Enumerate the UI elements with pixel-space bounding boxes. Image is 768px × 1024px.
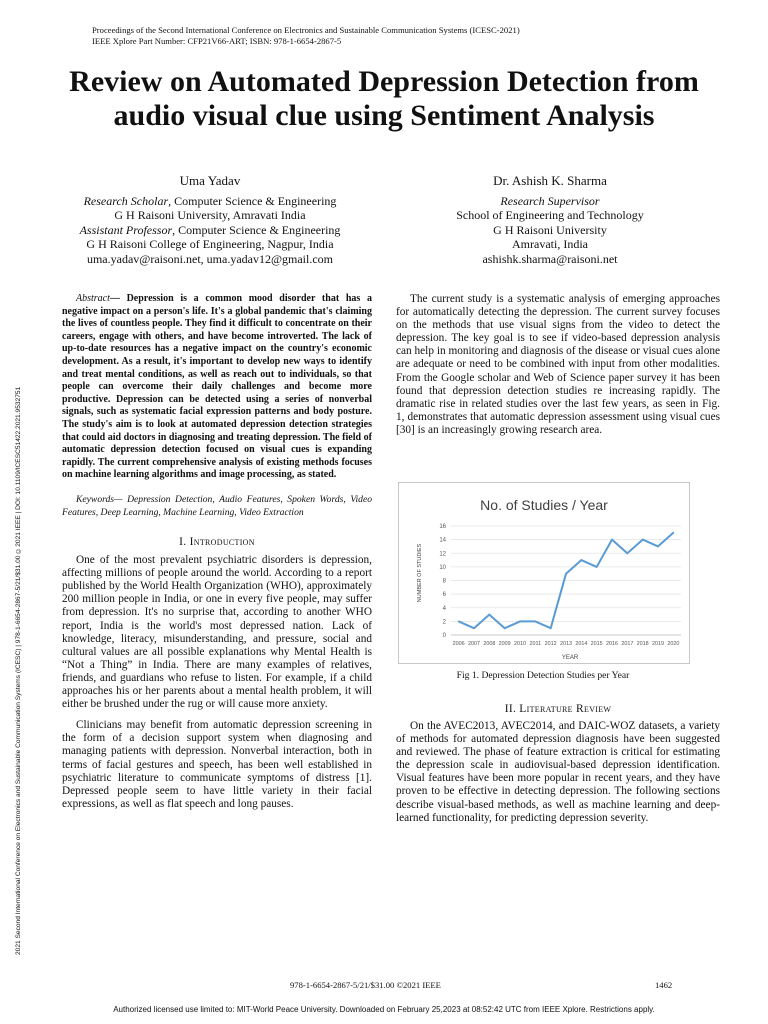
page-number: 1462 xyxy=(655,980,673,990)
x-tick-label: 2012 xyxy=(544,641,557,647)
x-tick-label: 2009 xyxy=(498,641,511,647)
author-role: Research Scholar xyxy=(83,193,169,208)
data-point xyxy=(672,532,674,534)
author-dept: , Computer Science & Engineering xyxy=(172,222,341,237)
author-name: Uma Yadav xyxy=(179,173,241,188)
x-tick-label: 2006 xyxy=(452,641,465,647)
data-point xyxy=(550,627,552,629)
intro-paragraph-2: Clinicians may benefit from automatic depression screening in the form of a decision support system when diagnosing and managing patients with depression. Nonverbal interaction, both in terms of facial gestures and speech, has been well established in psychiatric literature to communicate symptoms of distress [1]. Depressed people seem to have little variety in their facial expressions, as well as flat speech and long pauses. xyxy=(62,719,372,810)
author-city: Amravati, India xyxy=(512,237,588,251)
section-2-heading: II. Literature Review xyxy=(504,703,612,715)
license-notice: Authorized licensed use limited to: MIT-World Peace University. Downloaded on February 25,2023 at 08:52:42 UTC from IEEE Xplore. Restrictions apply. xyxy=(113,1005,655,1014)
x-tick-label: 2015 xyxy=(590,641,603,647)
right-column-section-2 xyxy=(396,702,720,825)
right-column-intro xyxy=(396,293,720,437)
copyright-footer: 978-1-6654-2867-5/21/$31.00 ©2021 IEEE xyxy=(290,980,441,990)
data-point xyxy=(534,620,536,622)
intro-paragraph-1: One of the most prevalent psychiatric disorders is depression, affecting millions of people around the world. According to a report published by the World Health Organization (WHO), approximately 200 million people in India, or one in every five people, may suffer from depression. It's no surprise that, according to another WHO report, India is the world's most depressed nation. Lack of knowledge, literacy, misunderstanding, and pressure, social and cultural values are all possible explanations why Mental Health is “Not a Thing” in India. There are many examples of relatives, friends, and guardians who refuse to listen. For example, if a child approaches his or her parents about a mental health problem, it will either be brushed under the rug or will cause more anxiety. xyxy=(62,554,372,711)
x-tick-label: 2008 xyxy=(483,641,496,647)
data-point xyxy=(611,539,613,541)
figure-caption: Fig 1. Depression Detection Studies per Year xyxy=(456,670,630,681)
author-email: uma.yadav@raisoni.net, uma.yadav12@gmail.com xyxy=(86,251,334,266)
author-role: Assistant Professor xyxy=(79,222,173,237)
figure-1-chart xyxy=(398,482,690,664)
doi-sidebar: 2021 Second International Conference on Electronics and Sustainable Communication Systems (ICESC) | 978-1-6654-2867-5/21/$31.00 ©2021 IEEE | DOI: 10.1109/ICESC51422.2021.9532751 xyxy=(15,386,22,955)
y-tick-label: 14 xyxy=(439,537,446,544)
author-role: Research Supervisor xyxy=(500,193,600,208)
data-point xyxy=(458,620,460,622)
author-affiliation-2 xyxy=(45,223,375,238)
y-axis-label: NUMBER OF STUDIES xyxy=(417,543,423,603)
author-email: ashishk.sharma@raisoni.net xyxy=(482,251,618,266)
y-tick-label: 0 xyxy=(442,633,446,639)
author-block-2 xyxy=(400,174,700,266)
x-tick-label: 2016 xyxy=(606,641,618,647)
paper-title xyxy=(30,65,738,133)
x-tick-label: 2019 xyxy=(652,641,664,647)
literature-paragraph: On the AVEC2013, AVEC2014, and DAIC-WOZ datasets, a variety of methods for automated depression diagnosis have been suggested and reviewed. The phase of feature extraction is critical for estimating the depression scale in audiovisual-based depression identification. Visual features have been more popular in recent years, and they have proven to be effective in detecting depression. The following sections describe visual-based methods, as well as machine learning and deep-learned functionality, for predicting depression severity. xyxy=(396,720,720,824)
data-point xyxy=(626,552,628,554)
author-block-1 xyxy=(45,174,375,266)
abstract-label: Abstract xyxy=(76,293,110,304)
data-point xyxy=(519,620,521,622)
author-institution: G H Raisoni College of Engineering, Nagpur, India xyxy=(86,237,334,251)
author-name: Dr. Ashish K. Sharma xyxy=(493,173,607,188)
abstract xyxy=(62,293,372,482)
x-tick-label: 2018 xyxy=(636,641,649,647)
data-point xyxy=(488,614,490,616)
conference-header xyxy=(92,25,520,47)
keywords-label: Keywords xyxy=(76,493,115,505)
x-tick-label: 2007 xyxy=(468,641,480,647)
abstract-dash: — xyxy=(109,293,120,304)
line-chart xyxy=(399,483,689,663)
study-paragraph: The current study is a systematic analysis of emerging approaches for automatically detecting the depression. The current survey focuses on the methods that use visual signs from the video to detect the depression. The key goal is to see if video-based depression analysis can help in monitoring and diagnosis of the disease or visual cues alone are adequate or need to be combined with input from other modalities. From the Google scholar and Web of Science paper survey it has been found that depression detection studies re increasing rapidly. The dramatic rise in related studies over the last few years, as seen in Fig. 1, demonstrates that automatic depression assessment using visual cues [30] is an increasingly growing research area. xyxy=(396,293,720,436)
data-point xyxy=(657,546,659,548)
y-tick-label: 4 xyxy=(442,605,446,612)
author-institution: G H Raisoni University, Amravati India xyxy=(114,208,306,222)
chart-title: No. of Studies / Year xyxy=(480,497,608,513)
author-dept: , Computer Science & Engineering xyxy=(168,193,337,208)
left-column xyxy=(62,293,372,811)
author-institution: G H Raisoni University xyxy=(493,222,607,237)
title-line-1: Review on Automated Depression Detection from xyxy=(69,65,699,98)
keywords-text: Depression Detection, Audio Features, Spoken Words, Video Features, Deep Learning, Machine Learning, Video Extraction xyxy=(62,493,372,518)
header-line-1: Proceedings of the Second International Conference on Electronics and Sustainable Communication Systems (ICESC-2021) xyxy=(92,25,520,35)
data-point xyxy=(580,559,582,561)
y-tick-label: 12 xyxy=(439,551,446,558)
title-line-2: audio visual clue using Sentiment Analysis xyxy=(113,99,655,132)
x-tick-label: 2011 xyxy=(529,641,542,647)
data-point xyxy=(473,627,475,629)
data-point xyxy=(504,627,506,629)
y-tick-label: 8 xyxy=(442,578,446,585)
data-point xyxy=(642,539,644,541)
y-tick-label: 2 xyxy=(442,619,446,626)
header-line-2: IEEE Xplore Part Number: CFP21V66-ART; ISBN: 978-1-6654-2867-5 xyxy=(92,36,342,46)
keywords-dash: — xyxy=(114,493,123,505)
x-tick-label: 2013 xyxy=(560,641,572,647)
data-point xyxy=(596,566,598,568)
x-tick-label: 2014 xyxy=(575,641,588,647)
y-tick-label: 10 xyxy=(439,564,446,571)
x-tick-label: 2020 xyxy=(667,641,680,647)
section-1-heading: I. Introduction xyxy=(179,536,255,549)
y-tick-label: 16 xyxy=(439,524,446,530)
author-affiliation-1 xyxy=(45,194,375,209)
x-tick-label: 2017 xyxy=(621,641,634,647)
data-point xyxy=(565,573,567,575)
abstract-text: Depression is a common mood disorder that has a negative impact on a person's life. It's a global pandemic that's claiming the lives of countless people. They find it difficult to concentrate on their careers, engage with others, and have become introverted. The lack of up-to-date resources has a negative impact on the country's economic development. As a result, it's important to develop new ways to identify and treat mental conditions, as well as reach out to individuals, so that people can overcome their daily challenges and become more productive. Depression can be detected using a series of nonverbal signals, such as systematic facial expression patterns and body posture. The study's aim is to look at automated depression detection strategies that could aid doctors in diagnosing and treating depression. The field of automatic depression detection focused on visual cues is expanding rapidly. The current comprehensive analysis of existing methods focuses on machine learning algorithms and image processing, as stated. xyxy=(62,293,372,481)
x-axis-label: YEAR xyxy=(561,655,579,661)
keywords xyxy=(62,494,372,519)
x-tick-label: 2010 xyxy=(514,641,526,647)
author-school: School of Engineering and Technology xyxy=(456,208,644,222)
y-tick-label: 6 xyxy=(442,592,446,599)
